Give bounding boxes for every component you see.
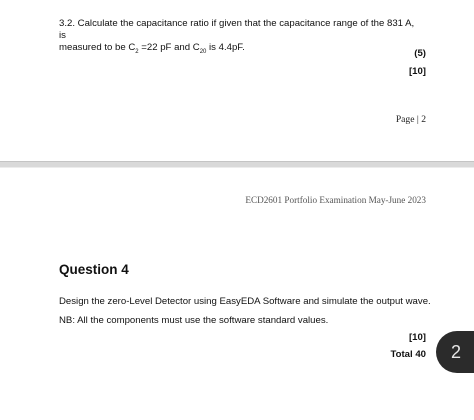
mark-10-q3: [10]	[408, 66, 426, 77]
mark-10-q4: [10]	[408, 332, 426, 343]
running-header: ECD2601 Portfolio Examination May-June 2023	[245, 195, 426, 205]
page-number-footer: Page | 2	[395, 114, 426, 125]
total-marks: Total 40	[390, 349, 426, 360]
question-4-heading: Question 4	[59, 262, 129, 277]
page-indicator-number: 2	[451, 341, 462, 362]
page-separator	[0, 161, 474, 168]
question-4-line1: Design the zero-Level Detector using EasyEDA Software and simulate the output wave.	[59, 296, 431, 307]
question-3-2-line2: measured to be $C_2 =22$ pF and $C_{20}$ is 4.4pF.	[59, 42, 245, 55]
question-4-line2: NB: All the components must use the software standard values.	[59, 315, 329, 326]
question-3-2-text	[59, 18, 419, 54]
mark-5: (5)	[414, 48, 426, 59]
question-3-2-line1: 3.2. Calculate the capacitance ratio if given that the capacitance range of the 831 A, is	[59, 18, 415, 41]
page-indicator-badge[interactable]	[436, 331, 474, 373]
